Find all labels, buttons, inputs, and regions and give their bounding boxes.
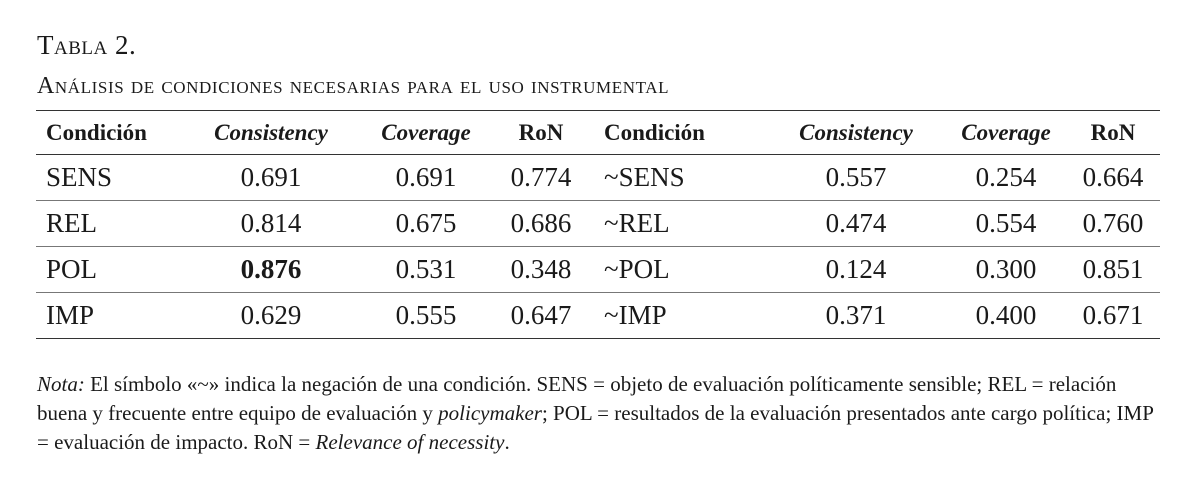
cell-neg-condition: ~POL [604,254,670,284]
cell-neg-ron: 0.664 [1082,162,1144,192]
cell-coverage: 0.675 [395,208,457,238]
cell-consistency-highlight: 0.876 [240,254,302,284]
cell-neg-coverage: 0.400 [975,300,1037,330]
cell-consistency: 0.691 [240,162,302,192]
note-text-2: ; POL = resultados de la evaluación presentados ante cargo política; IMP = evaluación de impacto. RoN = [37,401,1154,454]
table-note [37,370,1167,457]
cell-condition: POL [46,254,98,284]
header-consistency-neg: Consistency [799,119,913,145]
header-ron-neg: RoN [1090,119,1136,145]
cell-coverage: 0.531 [395,254,457,284]
header-condicion: Condición [46,119,147,145]
cell-neg-coverage: 0.554 [975,208,1037,238]
cell-neg-coverage: 0.300 [975,254,1037,284]
note-label: Nota: [37,372,85,396]
table-row [36,293,1160,339]
cell-coverage: 0.691 [395,162,457,192]
table-row [36,201,1160,247]
conditions-table [36,110,1160,339]
cell-neg-consistency: 0.557 [825,162,887,192]
table-title: Análisis de condiciones necesarias para el uso instrumental [37,73,670,99]
cell-neg-condition: ~REL [604,208,670,238]
cell-neg-consistency: 0.474 [825,208,887,238]
header-coverage-neg: Coverage [961,119,1051,145]
cell-coverage: 0.555 [395,300,457,330]
cell-condition: REL [46,208,97,238]
note-text-1: El símbolo «~» indica la negación de una condición. SENS = objeto de evaluación políticamente sensible; REL = relación buena y frecuente entre equipo de evaluación y [37,372,1117,425]
table-label: Tabla 2. [37,30,137,60]
cell-neg-ron: 0.760 [1082,208,1144,238]
cell-neg-ron: 0.851 [1082,254,1144,284]
cell-consistency: 0.814 [240,208,302,238]
cell-ron: 0.774 [510,162,572,192]
cell-ron: 0.686 [510,208,572,238]
header-coverage: Coverage [381,119,471,145]
note-text-3: . [504,430,510,454]
cell-neg-coverage: 0.254 [975,162,1037,192]
cell-condition: SENS [46,162,113,192]
cell-neg-condition: ~SENS [604,162,685,192]
cell-neg-consistency: 0.124 [825,254,887,284]
header-row [36,111,1160,155]
header-consistency: Consistency [214,119,328,145]
cell-neg-consistency: 0.371 [825,300,887,330]
cell-ron: 0.647 [510,300,572,330]
cell-neg-condition: ~IMP [604,300,667,330]
cell-ron: 0.348 [510,254,572,284]
cell-condition: IMP [46,300,95,330]
note-policymaker: policymaker [438,401,542,425]
table-row [36,247,1160,293]
note-relevance: Relevance of necessity [315,430,505,454]
cell-neg-ron: 0.671 [1082,300,1144,330]
header-ron: RoN [518,119,564,145]
note-paragraph [37,370,1167,457]
header-condicion-neg: Condición [604,119,705,145]
cell-consistency: 0.629 [240,300,302,330]
table-row [36,155,1160,201]
